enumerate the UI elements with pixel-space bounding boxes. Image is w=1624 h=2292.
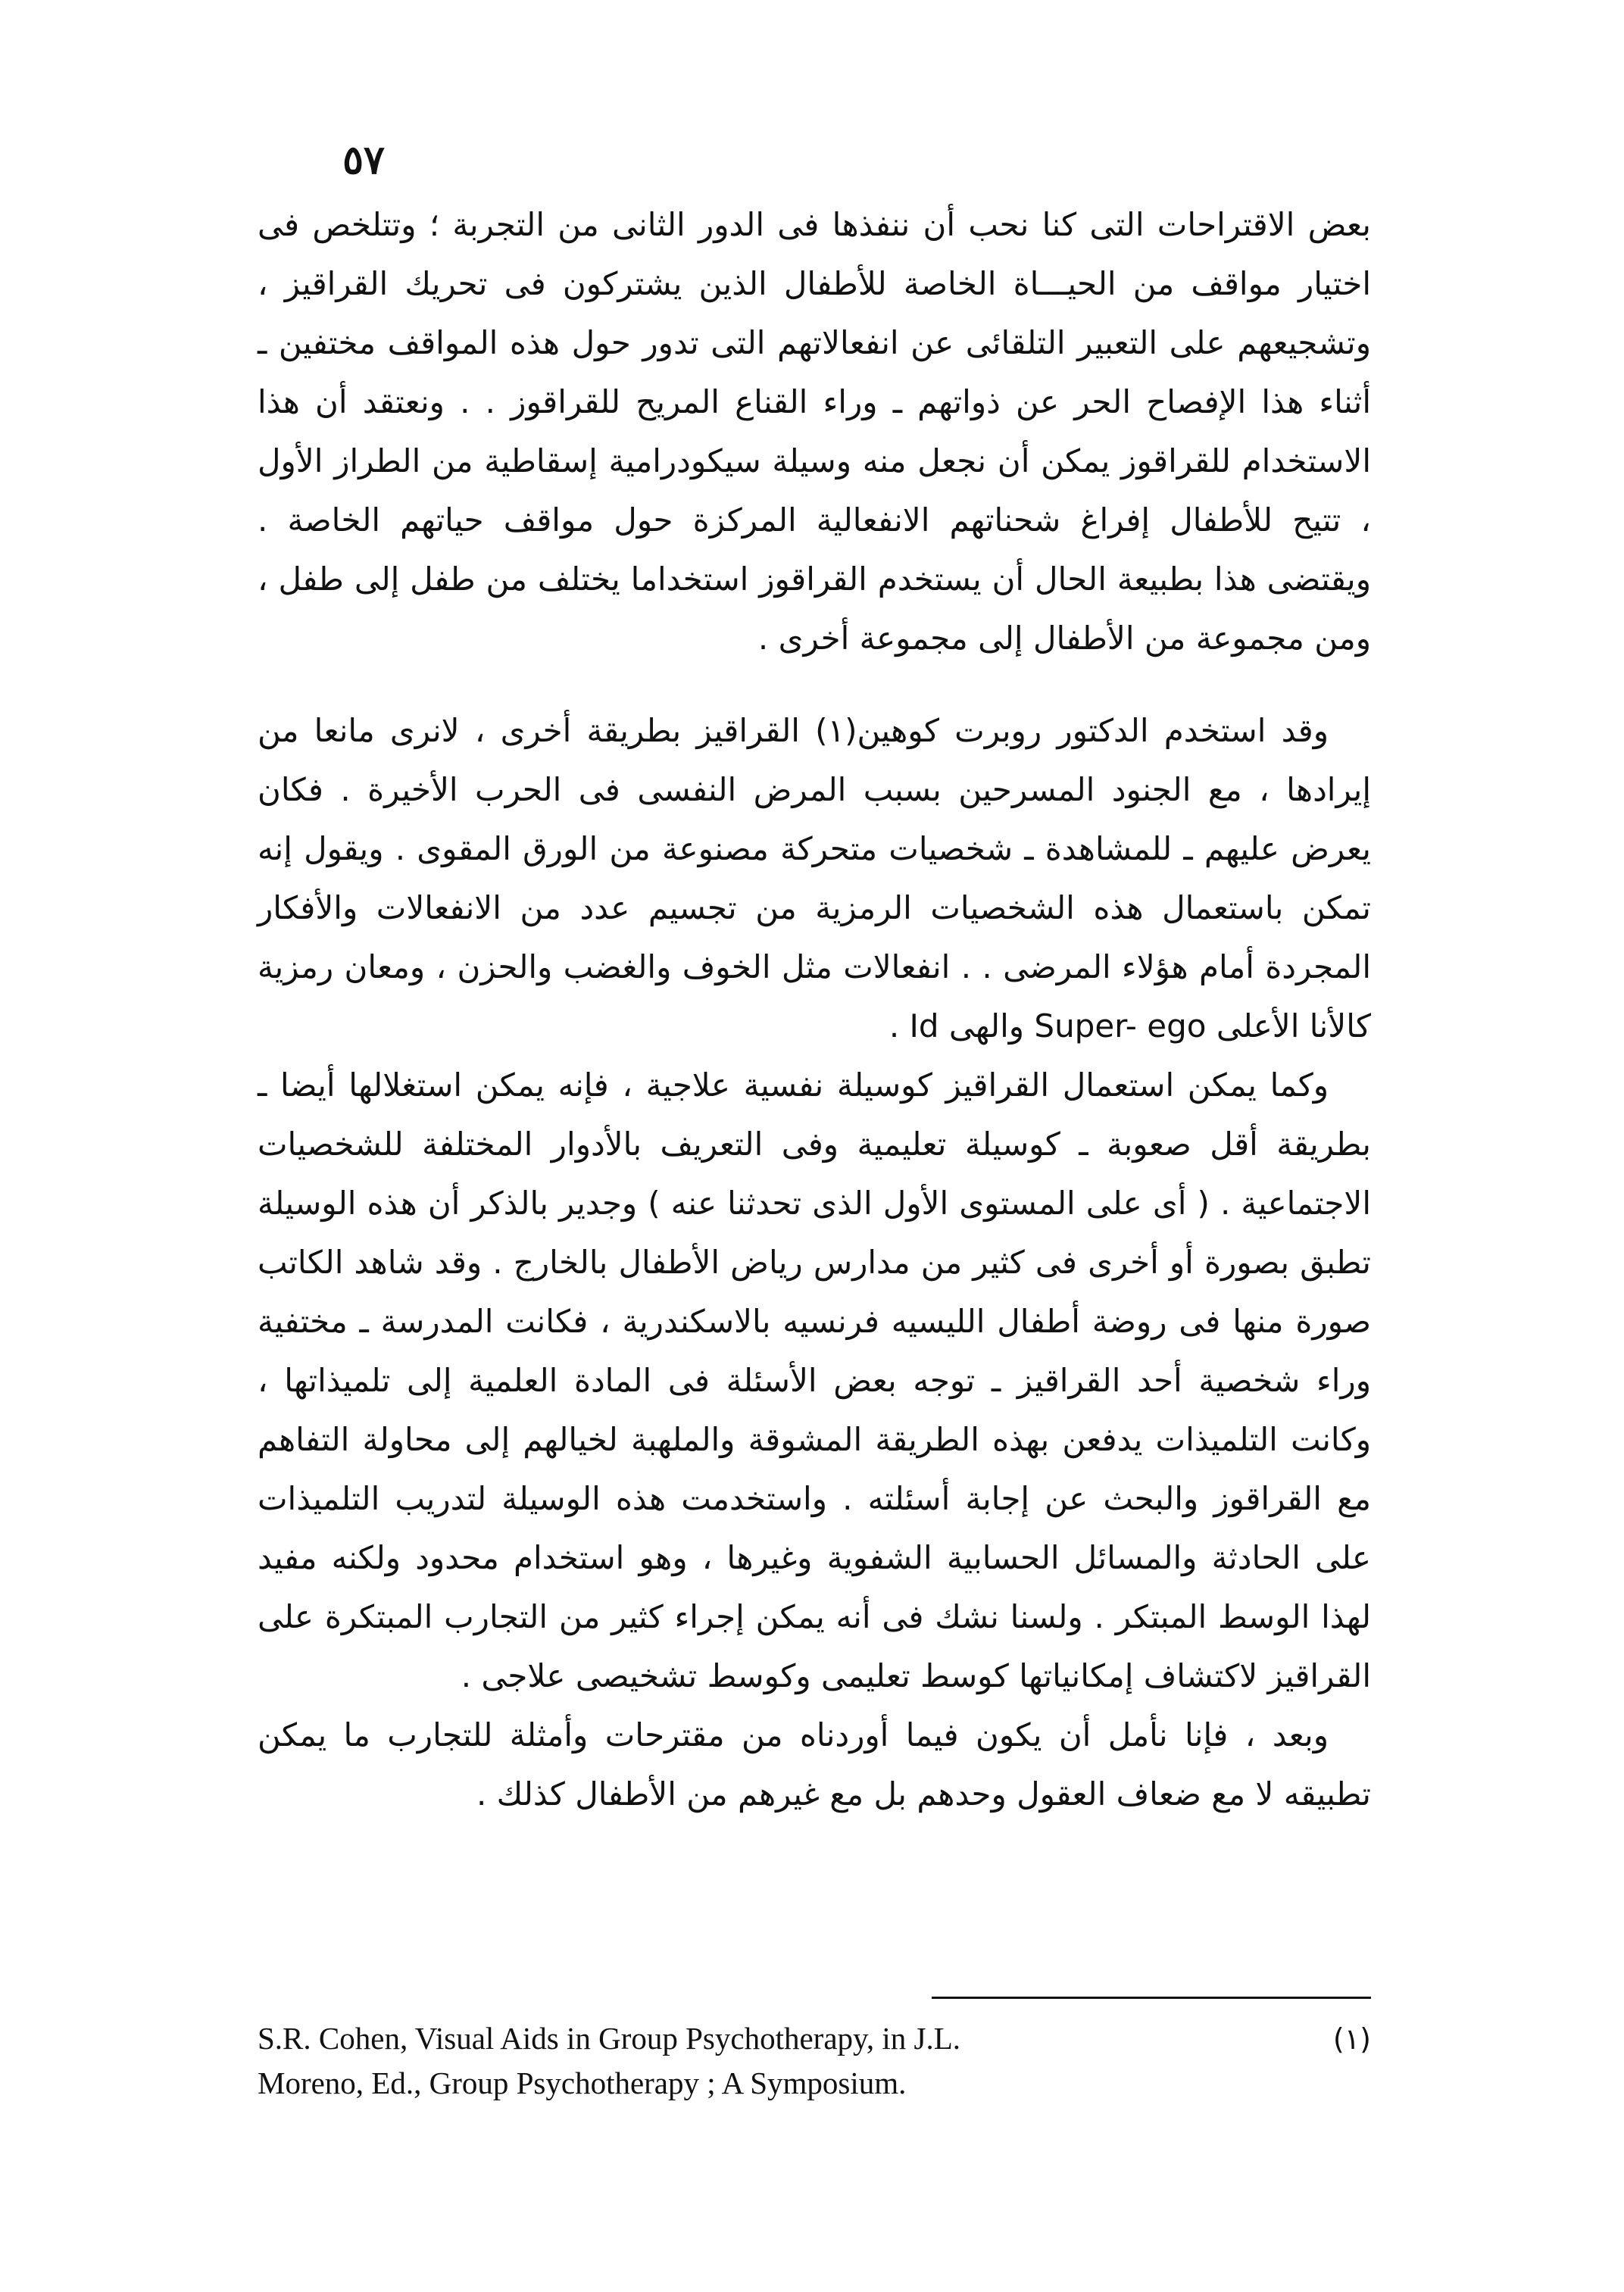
footnote-line-2 [258, 2061, 1371, 2105]
footnote-citation-line-2: Moreno, Ed., Group Psychotherapy ; A Symposium. [258, 2066, 907, 2100]
footnote-line-1 [258, 2016, 1371, 2061]
paragraph-3: وكما يمكن استعمال القراقيز كوسيلة نفسية علاجية ، فإنه يمكن استغلالها أيضا ـ بطريقة أقل صعوبة ـ كوسيلة تعليمية وفى التعريف بالأدوار المختلفة للشخصيات الاجتماعية . ( أى على المستوى الأول الذى تحدثنا عنه ) وجدير بالذكر أن هذه الوسيلة تطبق بصورة أو أخرى فى كثير من مدارس رياض الأطفال بالخارج . وقد شاهد الكاتب صورة منها فى روضة أطفال الليسيه فرنسيه بالاسكندرية ، فكانت المدرسة ـ مختفية وراء شخصية أحد القراقيز ـ توجه بعض الأسئلة فى المادة العلمية إلى تلميذاتها ، وكانت التلميذات يدفعن بهذه الطريقة المشوقة والملهبة لخيالهم إلى محاولة التفاهم مع القراقوز والبحث عن إجابة أسئلته . واستخدمت هذه الوسيلة لتدريب التلميذات على الحادثة والمسائل الحسابية الشفوية وغيرها ، وهو استخدام محدود ولكنه مفيد لهذا الوسط المبتكر . ولسنا نشك فى أنه يمكن إجراء كثير من التجارب المبتكرة على القراقيز لاكتشاف إمكانياتها كوسط تعليمى وكوسط تشخيصى علاجى . [258, 1066, 1371, 1694]
footnote-divider [932, 1997, 1371, 1999]
footnote [258, 2016, 1371, 2105]
page-number: ٥٧ [342, 137, 385, 183]
body-text [258, 195, 1371, 1824]
paragraph-2: وقد استخدم الدكتور روبرت كوهين(١) القراقيز بطريقة أخرى ، لانرى مانعا من إيرادها ، مع الجنود المسرحين بسبب المرض النفسى فى الحرب الأخيرة . فكان يعرض عليهم ـ للمشاهدة ـ شخصيات متحركة مصنوعة من الورق المقوى . ويقول إنه تمكن باستعمال هذه الشخصيات الرمزية من تجسيم عدد من الانفعالات والأفكار المجردة أمام هؤلاء المرضى . . انفعالات مثل الخوف والغضب والحزن ، ومعان رمزية كالأنا الأعلى Super- ego والهى Id . [258, 712, 1371, 1045]
footnote-marker: (١) [1332, 2022, 1371, 2056]
paragraph-1: بعض الاقتراحات التى كنا نحب أن ننفذها فى الدور الثانى من التجربة ؛ وتتلخص فى اختيار مواقف من الحيـــاة الخاصة للأطفال الذين يشتركون فى تحريك القراقيز ، وتشجيعهم على التعبير التلقائى عن انفعالاتهم التى تدور حول هذه المواقف مختفين ـ أثناء هذا الإفصاح الحر عن ذواتهم ـ وراء القناع المريح للقراقوز . . ونعتقد أن هذا الاستخدام للقراقوز يمكن أن نجعل منه وسيلة سيكودرامية إسقاطية من الطراز الأول ، تتيح للأطفال إفراغ شحناتهم الانفعالية المركزة حول مواقف حياتهم الخاصة . ويقتضى هذا بطبيعة الحال أن يستخدم القراقوز استخداما يختلف من طفل إلى طفل ، ومن مجموعة من الأطفال إلى مجموعة أخرى . [258, 206, 1371, 657]
footnote-citation-line-1: S.R. Cohen, Visual Aids in Group Psychotherapy, in J.L. [258, 2021, 961, 2056]
paragraph-4: وبعد ، فإنا نأمل أن يكون فيما أوردناه من مقترحات وأمثلة للتجارب ما يمكن تطبيقه لا مع ضعاف العقول وحدهم بل مع غيرهم من الأطفال كذلك . [258, 1716, 1371, 1813]
